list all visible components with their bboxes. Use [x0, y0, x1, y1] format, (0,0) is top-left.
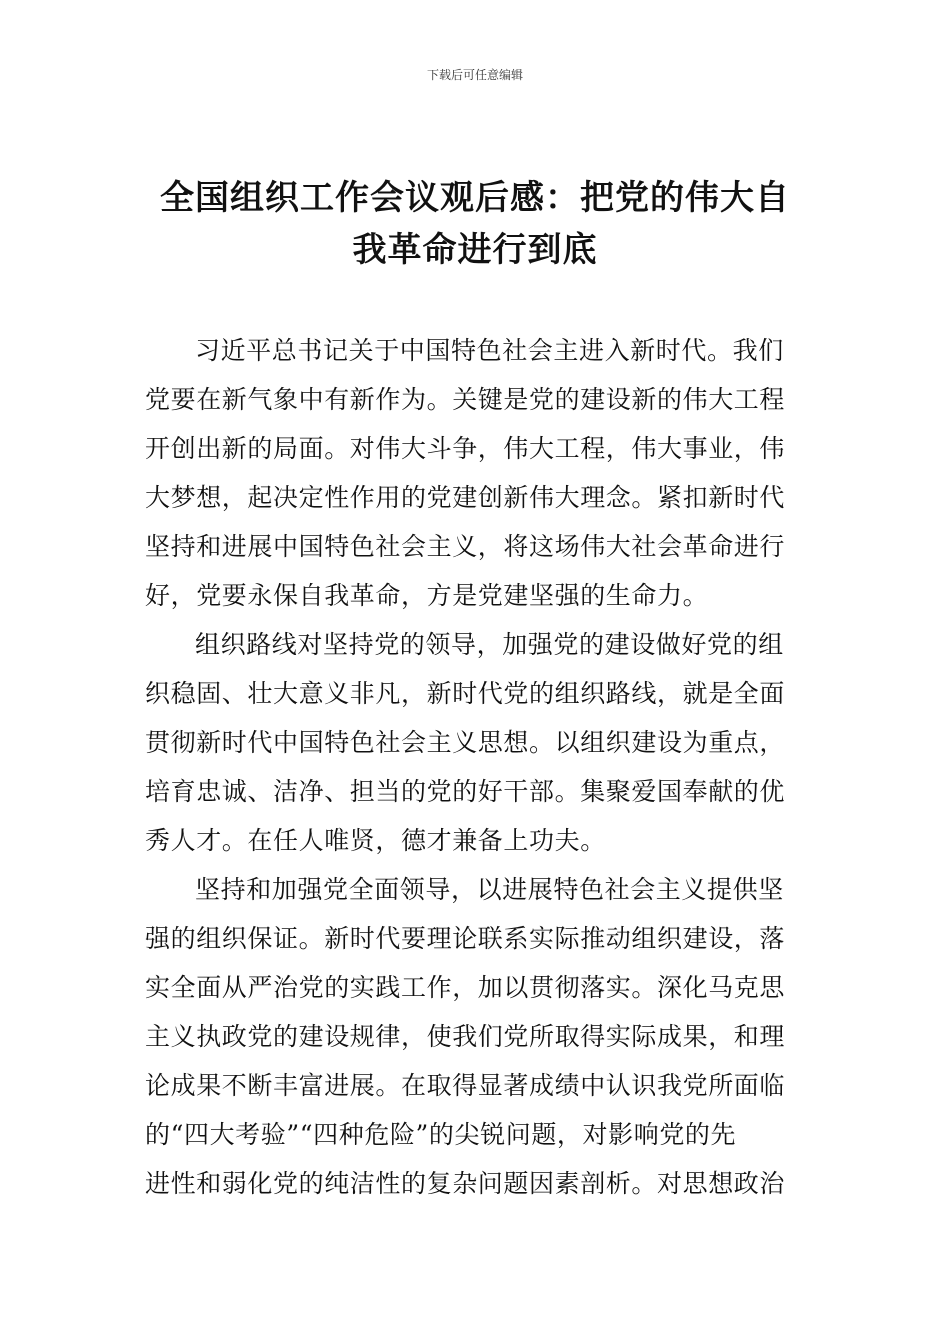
paragraph-line: 实全面从严治党的实践工作，加以贯彻落实。深化马克思 — [145, 973, 786, 1002]
paragraph-line: 党要在新气象中有新作为。关键是党的建设新的伟大工程 — [145, 385, 786, 414]
paragraph-line: 强的组织保证。新时代要理论联系实际推动组织建设，落 — [145, 924, 786, 953]
document-title — [145, 172, 805, 276]
paragraph — [145, 326, 810, 620]
paragraph-line: 坚持和加强党全面领导，以进展特色社会主义提供坚 — [195, 875, 784, 904]
title-line: 我革命进行到底 — [352, 230, 598, 270]
title-line: 全国组织工作会议观后感：把党的伟大自 — [160, 178, 790, 218]
paragraph-line: 组织路线对坚持党的领导，加强党的建设做好党的组 — [195, 630, 784, 659]
paragraph-line: 培育忠诚、洁净、担当的党的好干部。集聚爱国奉献的优 — [145, 777, 786, 806]
paragraph-line: 的“四大考验”“四种危险”的尖锐问题，对影响党的先 — [145, 1120, 737, 1149]
paragraph-line: 论成果不断丰富进展。在取得显著成绩中认识我党所面临 — [145, 1071, 786, 1100]
paragraph-line: 习近平总书记关于中国特色社会主进入新时代。我们 — [195, 336, 784, 365]
paragraph-line: 好，党要永保自我革命，方是党建坚强的生命力。 — [145, 581, 709, 610]
paragraph-line: 秀人才。在任人唯贤，德才兼备上功夫。 — [145, 826, 606, 855]
paragraph-line: 主义执政党的建设规律，使我们党所取得实际成果，和理 — [145, 1022, 786, 1051]
paragraph-line: 坚持和进展中国特色社会主义，将这场伟大社会革命进行 — [145, 532, 786, 561]
document-body — [145, 326, 810, 1208]
paragraph-line: 进性和弱化党的纯洁性的复杂问题因素剖析。对思想政治 — [145, 1169, 786, 1198]
paragraph-line: 贯彻新时代中国特色社会主义思想。以组织建设为重点， — [145, 728, 786, 757]
header-note: 下载后可任意编辑 — [426, 68, 523, 82]
paragraph-line: 织稳固、壮大意义非凡，新时代党的组织路线，就是全面 — [145, 679, 786, 708]
paragraph-line: 大梦想，起决定性作用的党建创新伟大理念。紧扣新时代 — [145, 483, 786, 512]
paragraph-line: 开创出新的局面。对伟大斗争，伟大工程，伟大事业，伟 — [145, 434, 786, 463]
paragraph — [145, 865, 810, 1208]
paragraph — [145, 620, 810, 865]
